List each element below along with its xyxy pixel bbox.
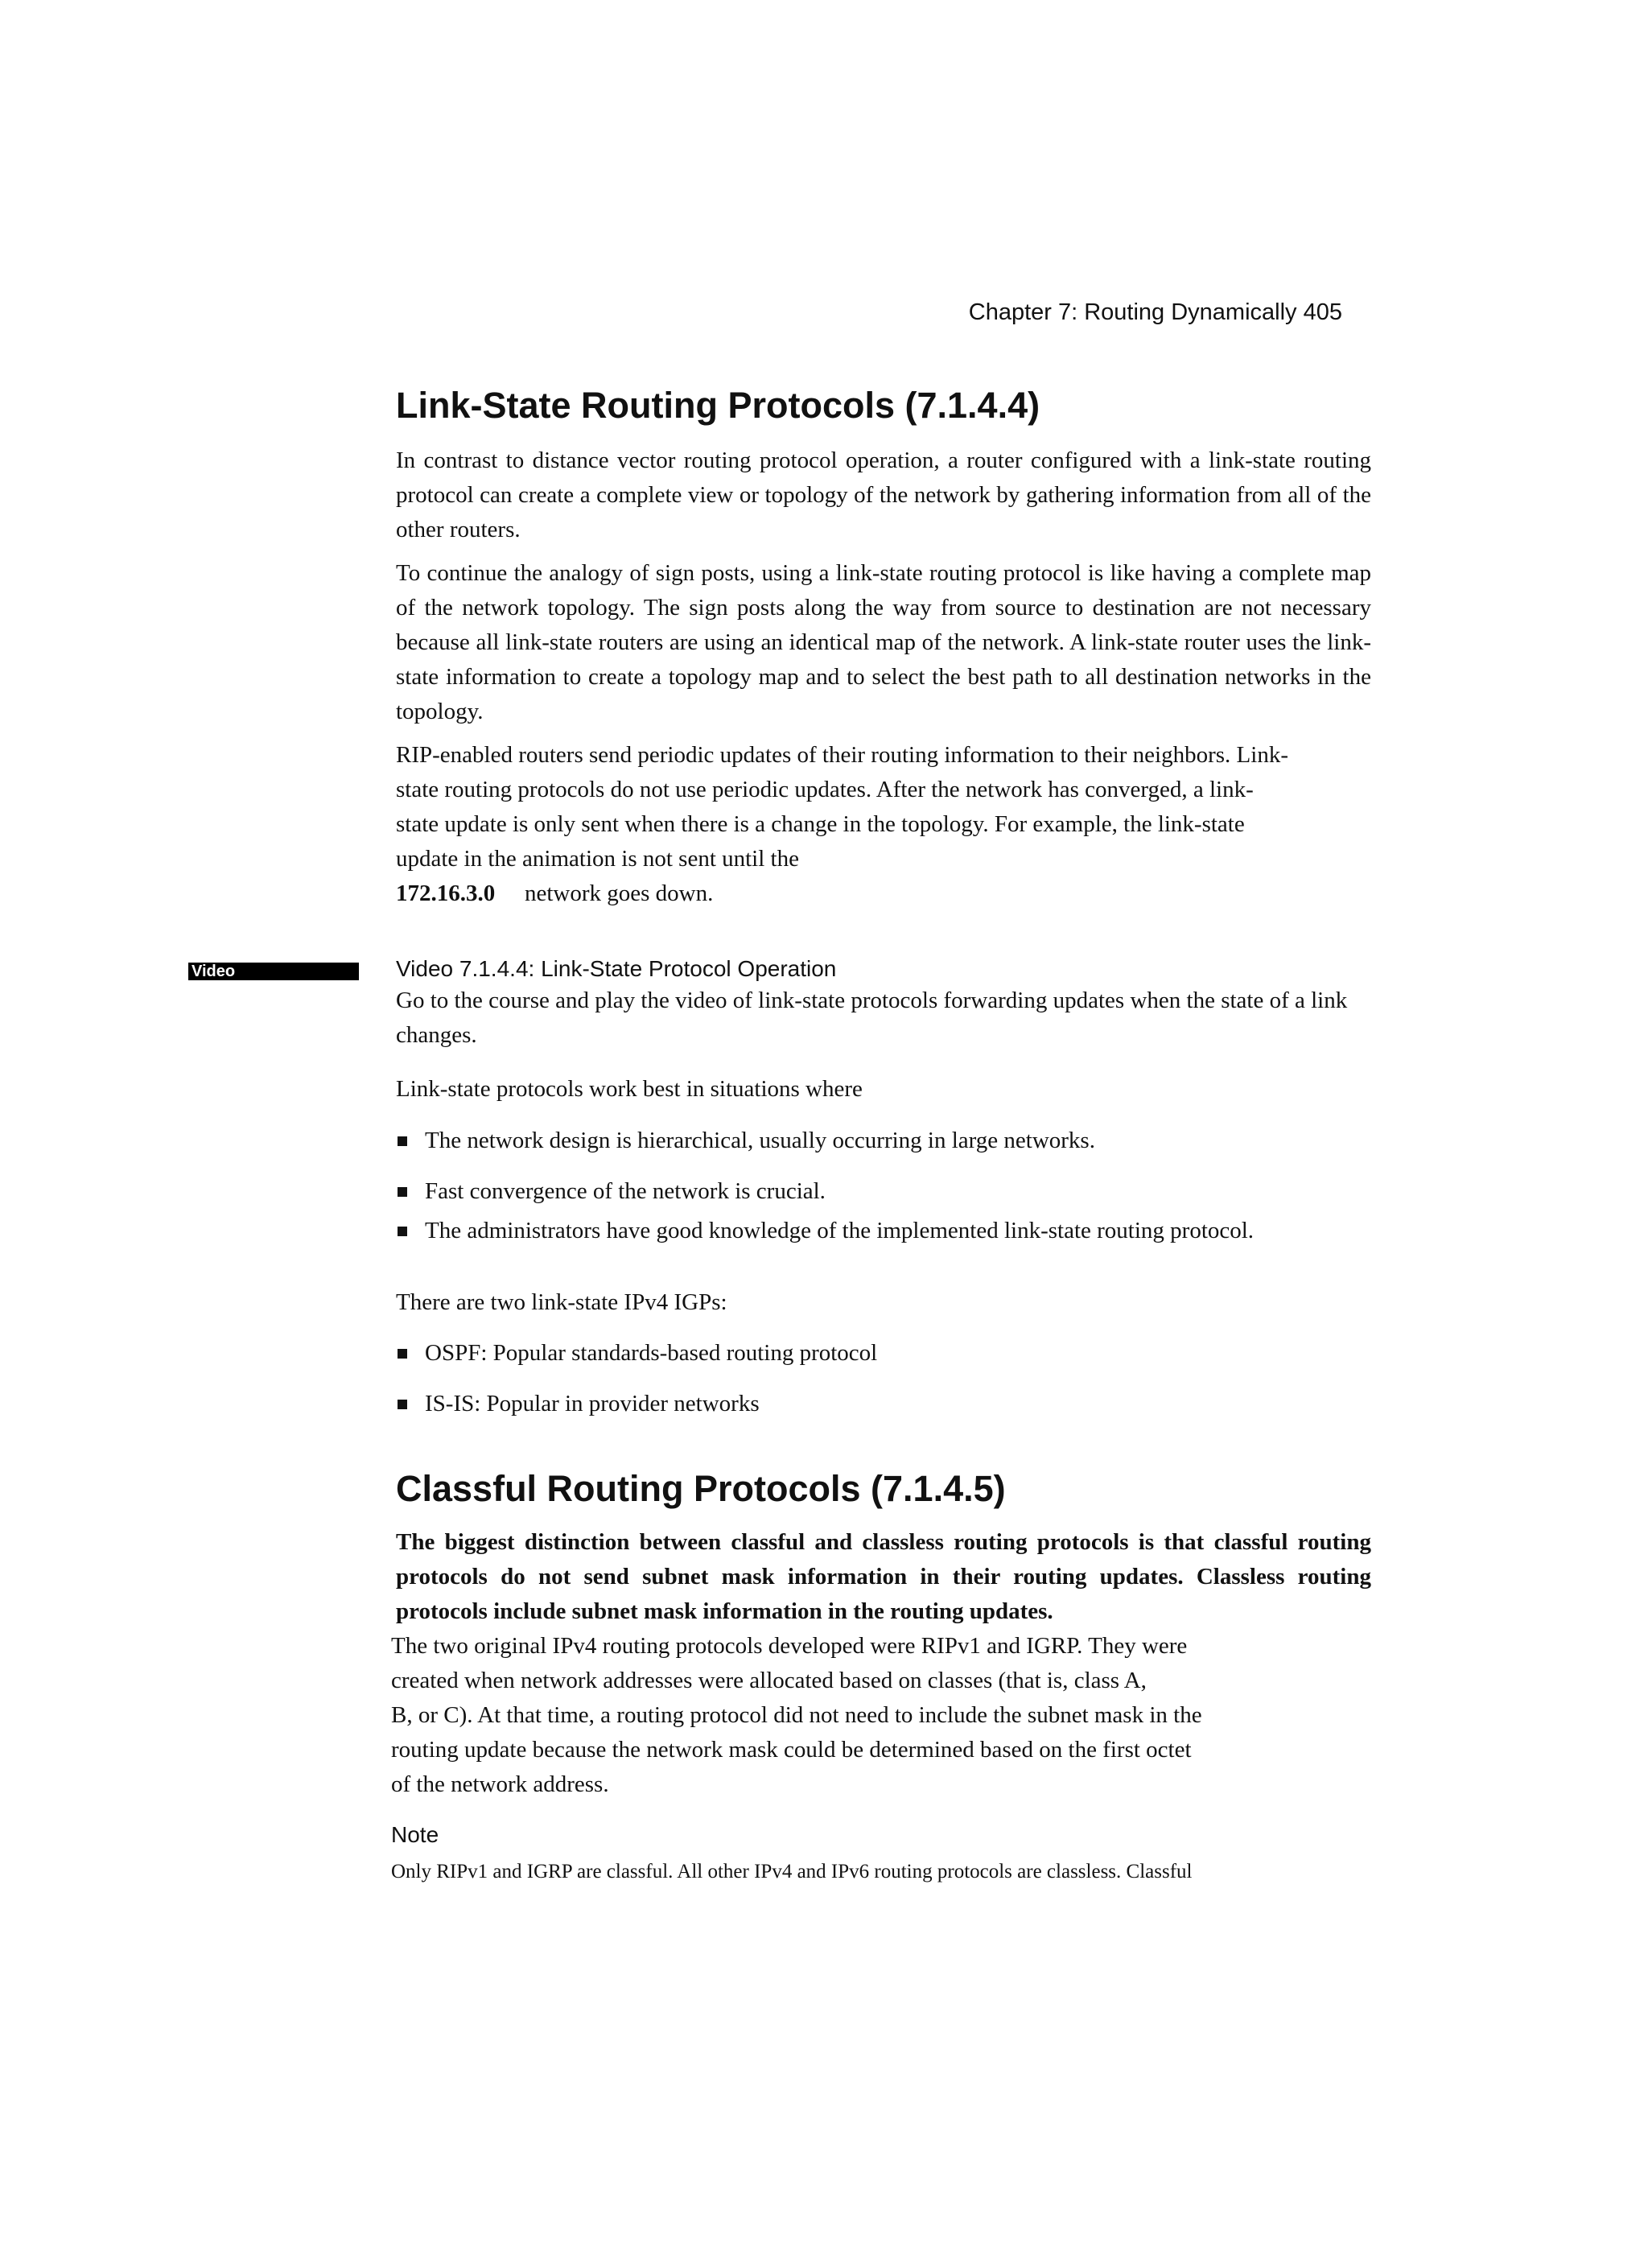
paragraph-rip	[396, 738, 1371, 911]
bullet-square-icon	[398, 1136, 407, 1146]
paragraph-analogy: To continue the analogy of sign posts, using a link-state routing protocol is like having a complete map of the network topology. The sign posts along the way from source to destination are not necessary because all link-state routers are using an identical map of the network. A link-state router uses the link-state information to create a topology map and to select the best path to all destination networks in the topology.	[396, 560, 1371, 724]
paragraph-line: of the network address.	[391, 1771, 609, 1797]
note-label: Note	[391, 1822, 439, 1847]
list-item: OSPF: Popular standards-based routing protocol	[396, 1336, 1371, 1371]
list-item: IS-IS: Popular in provider networks	[396, 1387, 1371, 1421]
video-description: Go to the course and play the video of link-state protocols forwarding updates when the state of a link changes.	[396, 988, 1348, 1048]
section-title: Classful Routing Protocols (7.1.4.5)	[396, 1468, 1006, 1509]
section-classful	[396, 1468, 1371, 1510]
section-link-state	[396, 385, 1371, 427]
running-head: Chapter 7: Routing Dynamically 405	[968, 299, 1342, 325]
section-link-state-body	[396, 443, 1371, 911]
network-down-text: network goes down.	[525, 880, 714, 906]
paragraph-contrast: In contrast to distance vector routing protocol operation, a router configured with a link-state routing protocol can create a complete view or topology of the network by gathering information from all of the other routers.	[396, 447, 1371, 542]
bullet-square-icon	[398, 1187, 407, 1197]
paragraph-line: RIP-enabled routers send periodic updates of their routing information to their neighbors. Link-	[396, 742, 1288, 768]
bullet-square-icon	[398, 1400, 407, 1409]
paragraph-distinction: The biggest distinction between classful and classless routing protocols is that classful routing protocols do not send subnet mask information in their routing updates. Classless routing protocols include subnet mask information in the routing updates.	[396, 1529, 1371, 1624]
video-title: Video 7.1.4.4: Link-State Protocol Operation	[396, 956, 837, 981]
video-sidebar-tag: Video	[188, 963, 359, 980]
note-text: Only RIPv1 and IGRP are classful. All other IPv4 and IPv6 routing protocols are classless. Classful	[391, 1861, 1193, 1882]
bullet-square-icon	[398, 1349, 407, 1359]
section-title: Link-State Routing Protocols (7.1.4.4)	[396, 385, 1040, 426]
igps-intro: There are two link-state IPv4 IGPs:	[396, 1289, 727, 1315]
best-situations-list	[396, 1124, 1371, 1248]
paragraph-line: routing update because the network mask could be determined based on the first octet	[391, 1737, 1192, 1763]
list-item: The administrators have good knowledge of the implemented link-state routing protocol.	[396, 1214, 1371, 1248]
best-situations	[396, 1072, 1371, 1248]
paragraph-line: The two original IPv4 routing protocols developed were RIPv1 and IGRP. They were	[391, 1633, 1188, 1659]
paragraph-line	[396, 876, 1371, 911]
paragraph-line: state routing protocols do not use periodic updates. After the network has converged, a link-	[396, 777, 1254, 802]
classful-bold-paragraph	[396, 1525, 1371, 1629]
classful-history-paragraph	[391, 1629, 1373, 1802]
note-block	[391, 1822, 1373, 1883]
best-situations-intro: Link-state protocols work best in situations where	[396, 1076, 863, 1102]
paragraph-line: update in the animation is not sent until the	[396, 846, 799, 872]
paragraph-line: state update is only sent when there is a change in the topology. For example, the link-state	[396, 811, 1245, 837]
bullet-square-icon	[398, 1227, 407, 1236]
paragraph-line: created when network addresses were allocated based on classes (that is, class A,	[391, 1668, 1147, 1693]
igps-list	[396, 1336, 1371, 1421]
video-block	[396, 956, 1371, 1053]
list-item: Fast convergence of the network is crucial.	[396, 1174, 1371, 1209]
network-address: 172.16.3.0	[396, 880, 496, 906]
paragraph-line: B, or C). At that time, a routing protocol did not need to include the subnet mask in the	[391, 1702, 1202, 1728]
list-item: The network design is hierarchical, usually occurring in large networks.	[396, 1124, 1371, 1158]
link-state-igps	[396, 1285, 1371, 1421]
